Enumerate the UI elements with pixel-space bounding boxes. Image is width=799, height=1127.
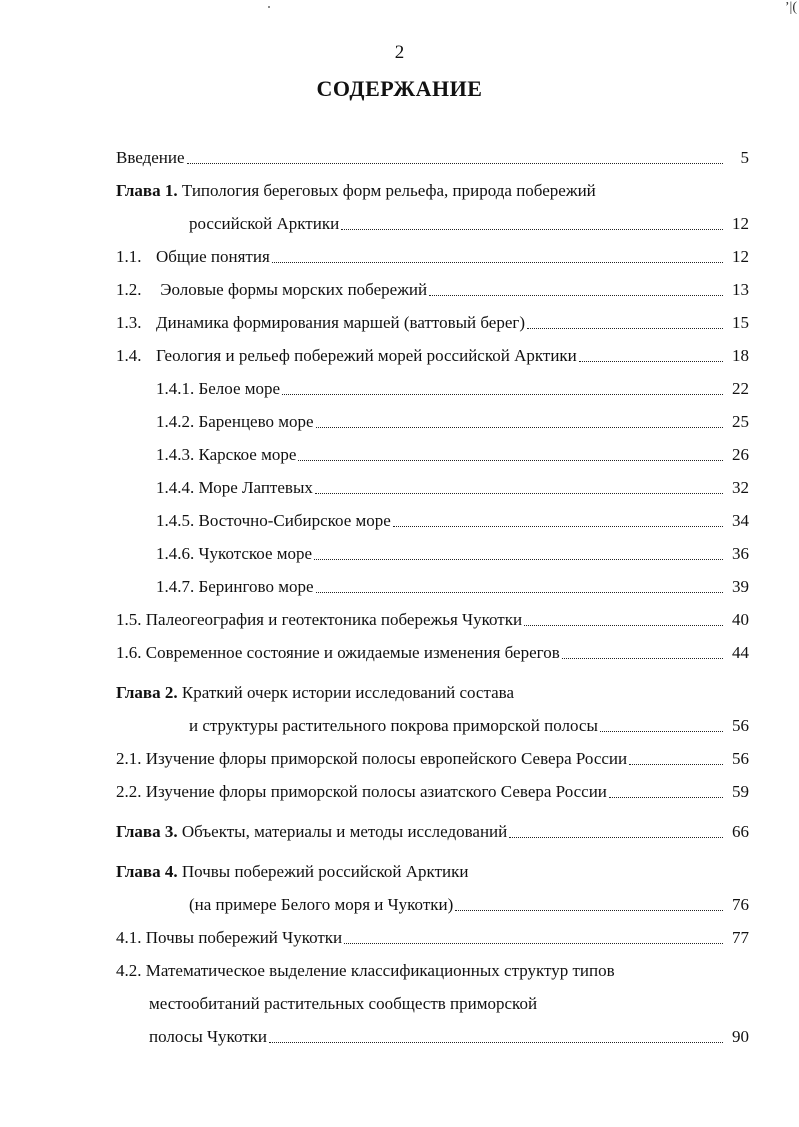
toc-label: 1.4.3. Карское море	[156, 445, 297, 464]
page-number: 2	[394, 42, 405, 63]
toc-entry-chapter-2-continuation[interactable]	[116, 715, 749, 737]
toc-page-number: 15	[732, 313, 749, 332]
toc-label: Глава 2. Краткий очерк истории исследований состава	[116, 683, 514, 702]
dot-leader	[269, 1026, 723, 1043]
toc-entry-1-4-2[interactable]	[116, 411, 749, 433]
dot-leader	[315, 477, 723, 494]
toc-entry-intro[interactable]	[116, 147, 749, 169]
toc-page-number: 44	[732, 643, 749, 662]
toc-page-number: 12	[732, 247, 749, 266]
toc-page-number: 34	[732, 511, 749, 530]
toc-page-number: 76	[732, 895, 749, 914]
toc-page-number: 18	[732, 346, 749, 365]
toc-entry-1-1[interactable]	[116, 246, 749, 268]
toc-entry-1-4-1[interactable]	[116, 378, 749, 400]
dot-leader	[314, 543, 723, 560]
dot-leader	[272, 246, 723, 263]
toc-entry-1-4[interactable]	[116, 345, 749, 367]
toc-page-number: 22	[732, 379, 749, 398]
toc-label: 2.2. Изучение флоры приморской полосы азиатского Севера России	[116, 782, 607, 801]
chapter-heading: Глава 4.	[116, 862, 178, 881]
toc-label: 4.1. Почвы побережий Чукотки	[116, 928, 343, 947]
chapter-heading: Глава 3.	[116, 822, 178, 841]
toc-entry-1-2[interactable]	[116, 279, 749, 301]
toc-label-continuation: местообитаний растительных сообществ приморской	[149, 994, 538, 1013]
toc-label: 1.4.4. Море Лаптевых	[156, 478, 313, 497]
dot-leader	[344, 927, 723, 944]
dot-leader	[579, 345, 723, 362]
toc-label: 1.4.1. Белое море	[156, 379, 281, 398]
toc-section-number: 1.1.	[116, 247, 142, 266]
toc-label-continuation: (на примере Белого моря и Чукотки)	[189, 895, 454, 914]
toc-section-number: 1.3.	[116, 313, 142, 332]
toc-label-continuation: полосы Чукотки	[149, 1027, 268, 1046]
toc-entry-1-4-7[interactable]	[116, 576, 749, 598]
toc-entry-1-3[interactable]	[116, 312, 749, 334]
dot-leader	[316, 576, 723, 593]
toc-entry-4-2-line-2[interactable]	[116, 993, 749, 1015]
chapter-heading: Глава 1.	[116, 181, 178, 200]
toc-entry-chapter-2[interactable]	[116, 682, 749, 704]
toc-entry-1-4-4[interactable]	[116, 477, 749, 499]
toc-entry-4-1[interactable]	[116, 927, 749, 949]
toc-label-continuation: российской Арктики	[189, 214, 340, 233]
toc-entry-chapter-4-continuation[interactable]	[116, 894, 749, 916]
toc-label: Глава 1. Типология береговых форм рельефа, природа побережий	[116, 181, 596, 200]
dot-leader	[629, 748, 723, 765]
dot-leader	[341, 213, 723, 230]
toc-label: Эоловые формы морских побережий	[156, 280, 428, 299]
dot-leader	[316, 411, 723, 428]
toc-section-number: 1.4.	[116, 346, 142, 365]
toc-page-number: 13	[732, 280, 749, 299]
dot-leader	[509, 821, 723, 838]
toc-section-number: 1.2.	[116, 280, 142, 299]
toc-label: Введение	[116, 148, 185, 167]
toc-page-number: 26	[732, 445, 749, 464]
toc-entry-4-2[interactable]	[116, 960, 749, 982]
dot-leader	[429, 279, 723, 296]
toc-entry-4-2-line-3[interactable]	[116, 1026, 749, 1048]
toc-page-number: 5	[740, 148, 749, 167]
dot-leader	[562, 642, 723, 659]
toc-entry-1-4-5[interactable]	[116, 510, 749, 532]
toc-entry-chapter-1-continuation[interactable]	[116, 213, 749, 235]
scan-corner-mark: ʼ|(	[784, 0, 797, 15]
toc-page-number: 56	[732, 749, 749, 768]
toc-label: 1.4.7. Берингово море	[156, 577, 314, 596]
toc-label: Динамика формирования маршей (ваттовый берег)	[156, 313, 526, 332]
toc-page-number: 12	[732, 214, 749, 233]
toc-entry-1-5[interactable]	[116, 609, 749, 631]
toc-label: 4.2. Математическое выделение классификационных структур типов	[116, 961, 615, 980]
dot-leader	[187, 147, 723, 164]
toc-entry-1-6[interactable]	[116, 642, 749, 664]
dot-leader	[282, 378, 723, 395]
toc-page-number: 56	[732, 716, 749, 735]
toc-label: Геология и рельеф побережий морей российской Арктики	[156, 346, 577, 365]
toc-page-number: 90	[732, 1027, 749, 1046]
toc-entry-chapter-4[interactable]	[116, 861, 749, 883]
dot-leader	[527, 312, 723, 329]
toc-label: 2.1. Изучение флоры приморской полосы европейского Севера России	[116, 749, 628, 768]
toc-page-number: 39	[732, 577, 749, 596]
dot-leader	[393, 510, 723, 527]
toc-label: 1.5. Палеогеография и геотектоника побережья Чукотки	[116, 610, 523, 629]
toc-label: Общие понятия	[156, 247, 270, 266]
page-title: СОДЕРЖАНИЕ	[316, 76, 483, 101]
dot-leader	[455, 894, 723, 911]
toc-label: Глава 3. Объекты, материалы и методы исследований	[116, 822, 508, 841]
toc-entry-chapter-1[interactable]	[116, 180, 749, 202]
dot-leader	[524, 609, 723, 626]
toc-label: Глава 4. Почвы побережий российской Арктики	[116, 862, 469, 881]
toc-page-number: 59	[732, 782, 749, 801]
dot-leader	[609, 781, 723, 798]
toc-page-number: 40	[732, 610, 749, 629]
dot-leader	[298, 444, 723, 461]
dot-leader	[600, 715, 723, 732]
toc-entry-1-4-3[interactable]	[116, 444, 749, 466]
toc-label: 1.4.5. Восточно-Сибирское море	[156, 511, 391, 530]
toc-entry-2-1[interactable]	[116, 748, 749, 770]
toc-entry-1-4-6[interactable]	[116, 543, 749, 565]
toc-label: 1.6. Современное состояние и ожидаемые изменения берегов	[116, 643, 560, 662]
toc-label: 1.4.6. Чукотское море	[156, 544, 313, 563]
toc-page-number: 32	[732, 478, 749, 497]
toc-page-number: 77	[732, 928, 749, 947]
toc-page-number: 66	[732, 822, 749, 841]
toc-label-continuation: и структуры растительного покрова приморской полосы	[189, 716, 598, 735]
scan-speck	[268, 6, 270, 8]
toc-entry-2-2[interactable]	[116, 781, 749, 803]
chapter-heading: Глава 2.	[116, 683, 178, 702]
toc-label: 1.4.2. Баренцево море	[156, 412, 314, 431]
toc-page-number: 25	[732, 412, 749, 431]
toc-entry-chapter-3[interactable]	[116, 821, 749, 843]
toc-page-number: 36	[732, 544, 749, 563]
